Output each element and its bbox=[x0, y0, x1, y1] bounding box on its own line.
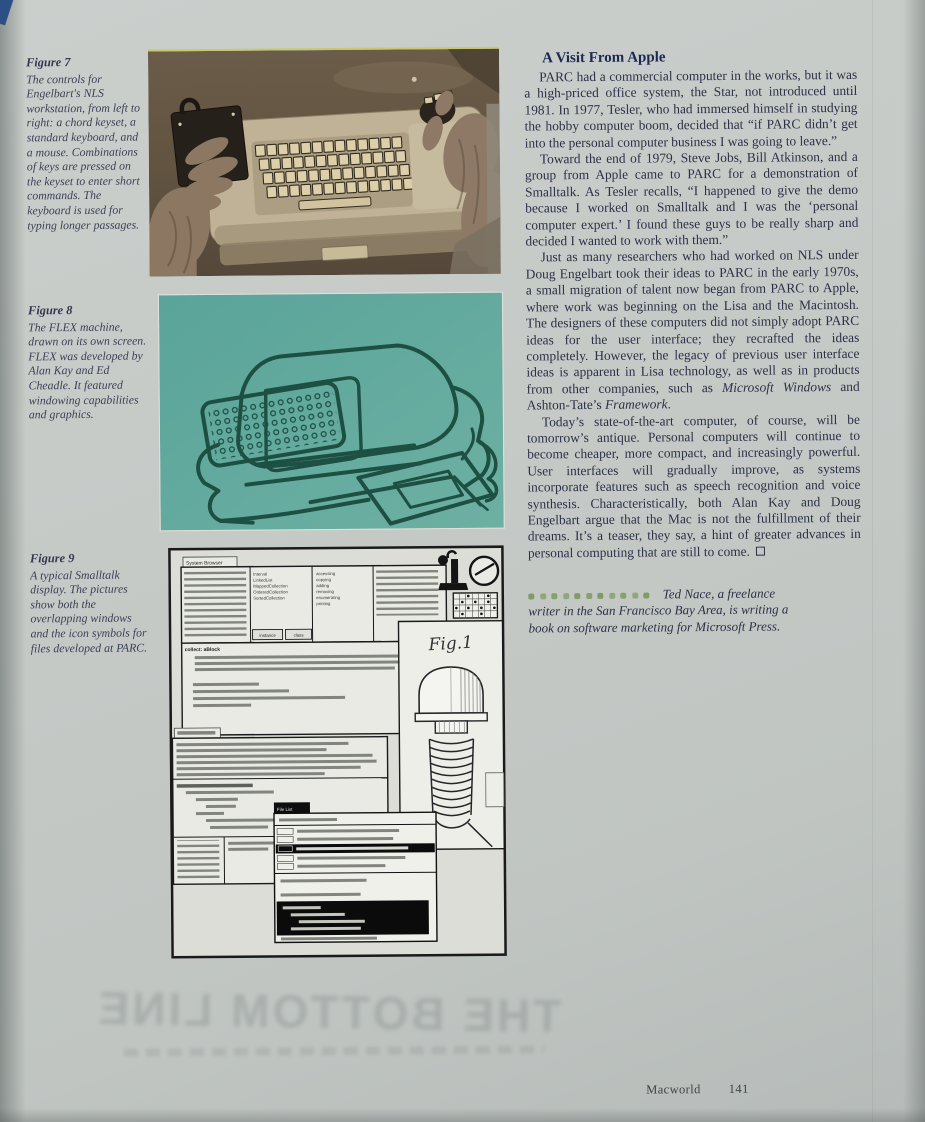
figure8-illustration bbox=[158, 292, 505, 532]
page-footer bbox=[646, 1082, 749, 1098]
svg-text:printing: printing bbox=[316, 601, 331, 607]
file-list-window bbox=[274, 801, 437, 942]
article-paragraph-4: Today’s state-of-the-art computer, of course, will be tomorrow’s antique. Personal computers will continue to become cheaper, more compact, and increasingly powerful. User interfaces will gradually improve, as systems incorporate features such as speech recognition and voice synthesis. Characteristically, both Alan Kay and Doug Engelbart argue that the Mac is not the fulfillment of their dreams. It’s a teaser, they say, a hint of greater advances in personal computing that are still to come. bbox=[526, 411, 861, 561]
author-bio bbox=[528, 586, 794, 637]
instance-button: instance bbox=[259, 632, 276, 638]
svg-text:adding: adding bbox=[316, 583, 330, 589]
page-gutter-shadow bbox=[0, 0, 26, 1122]
article-paragraph-1: PARC had a commercial computer in the works, but it was a high-priced office system, the Star, not introduced until 1981. In 1977, Tesler, who had immersed himself in studying the hobby computer boom, decided that “if PARC didn’t get into the personal computer business I was going to leave.” bbox=[524, 66, 858, 151]
page-edge-bottom bbox=[0, 1108, 925, 1122]
calendar-icon bbox=[453, 593, 497, 618]
svg-text:Interval: Interval bbox=[253, 571, 268, 577]
magazine-name: Macworld bbox=[646, 1082, 701, 1097]
bio-text: Ted Nace, a freelance writer in the San Francisco Bay Area, is writing a book on software marketing for Microsoft Press. bbox=[528, 585, 789, 636]
svg-text:LinkedList: LinkedList bbox=[253, 577, 273, 583]
file-list-title: File List bbox=[276, 806, 293, 812]
fig1-label: Fig.1 bbox=[428, 632, 474, 656]
end-of-article-mark bbox=[756, 546, 765, 555]
figure9-caption bbox=[30, 550, 151, 655]
method-header: collect: aBlock bbox=[184, 646, 221, 654]
figure7-photo bbox=[148, 47, 501, 277]
svg-text:removing: removing bbox=[316, 589, 334, 595]
figure7-label: Figure 7 bbox=[26, 55, 71, 70]
category-list-placeholder bbox=[184, 571, 247, 639]
figure8-caption bbox=[28, 302, 149, 422]
bleed-through-rule bbox=[124, 1045, 544, 1056]
article-paragraph-2: Toward the end of 1979, Steve Jobs, Bill Atkinson, and a group from Apple came to PARC for a demonstration of Smalltalk. As Tesler recalls, “I happened to give the demo because I worked on Smalltalk and I was the ‘personal computer expert.’ I found these guys to be really sharp and decided I wanted to work with them.” bbox=[524, 148, 859, 249]
figure7-caption-text: The controls for Engelbart's NLS workstation, from left to right: a chord keyset, a standard keyboard, and a mouse. Combinations of keys are pressed on the keyset to enter short commands. The keyboard is used for typing longer passages. bbox=[26, 71, 141, 232]
svg-text:OrderedCollection: OrderedCollection bbox=[253, 589, 288, 595]
bleed-through-text: THE BOTTOM LINE bbox=[95, 981, 562, 1043]
figure9-label: Figure 9 bbox=[29, 551, 75, 566]
svg-text:SortedCollection: SortedCollection bbox=[253, 595, 285, 601]
article-column bbox=[524, 47, 862, 636]
figure9-caption-text: A typical Smalltalk display. The pictures show both the overlapping windows and the icon symbols for files developed at PARC. bbox=[30, 567, 148, 655]
class-button: class bbox=[293, 632, 304, 638]
svg-text:MappedCollection: MappedCollection bbox=[253, 583, 288, 589]
figure7-caption bbox=[26, 54, 147, 232]
page-number: 141 bbox=[728, 1081, 749, 1096]
figure8-caption-text: The FLEX machine, drawn on its own screen. FLEX was developed by Alan Kay and Ed Cheadle. It featured windowing capabilities and graphics. bbox=[28, 319, 147, 422]
page-edge-right bbox=[903, 0, 925, 1122]
figure9-screenshot bbox=[168, 545, 508, 961]
svg-text:copying: copying bbox=[316, 577, 331, 583]
console-tray bbox=[204, 106, 490, 267]
article-paragraph-3: Just as many researchers who had worked on NLS under Doug Engelbart took their ideas to PARC in the early 1970s, a small migration of talent now began from PARC to Apple, where work was beginning on the Lisa and the Macintosh. The designers of these computers did not simply adopt PARC ideas for the user interface; they recrafted the ideas completely. However, the legacy of previous user interface ideas is apparent in Lisa technology, as well as in products from other companies, such as Microsoft Windows and Ashton-Tate’s Framework. bbox=[525, 247, 860, 413]
clock-icon bbox=[470, 557, 498, 585]
article-heading: A Visit From Apple bbox=[541, 49, 666, 67]
bio-ornament-dots bbox=[528, 587, 655, 603]
system-browser-title: System Browser bbox=[185, 560, 223, 567]
page-fold-line bbox=[872, 0, 873, 1122]
selector-list-placeholder bbox=[376, 569, 438, 615]
svg-text:accessing: accessing bbox=[316, 571, 336, 577]
figure8-label: Figure 8 bbox=[27, 303, 73, 318]
svg-text:enumerating: enumerating bbox=[316, 594, 341, 601]
